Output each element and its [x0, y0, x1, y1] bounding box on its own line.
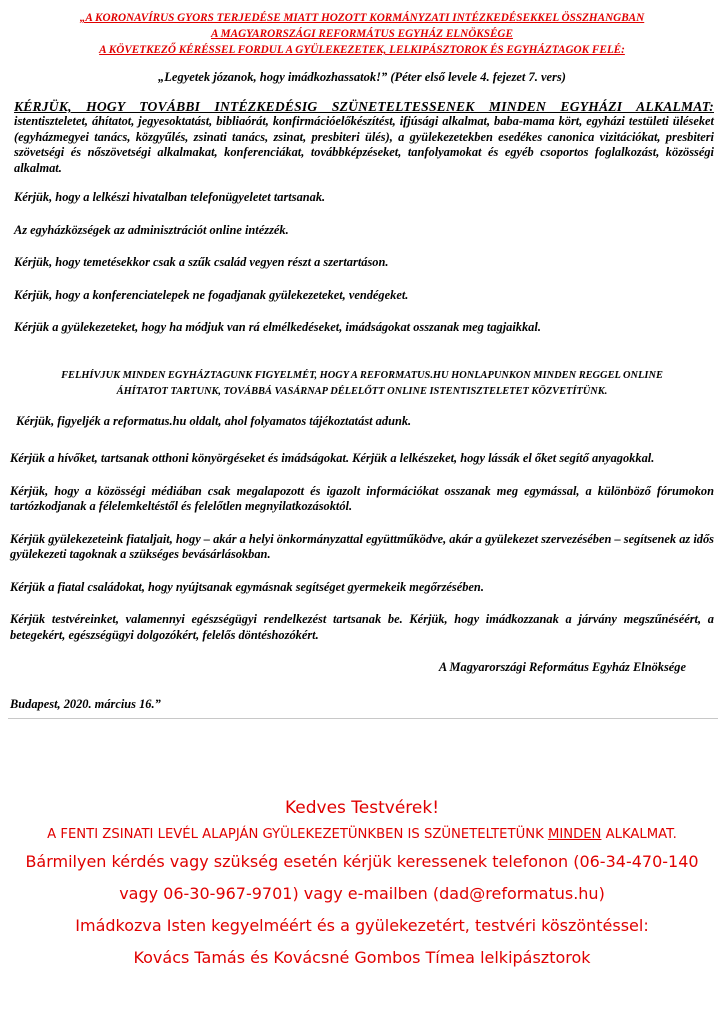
request-item: Kérjük gyülekezeteink fiataljait, hogy – akár a helyi önkormányzattal együttműködve, akár a gyülekezet szervezésében – segítsenek az idős gyülekezeti tagoknak a szükséges bevásárlásokban. [10, 531, 714, 561]
request-item: Az egyházközségek az adminisztrációt online intézzék. [14, 222, 289, 237]
signature: A Magyarországi Református Egyház Elnöksége [438, 660, 686, 674]
request-item: Kérjük a gyülekezeteket, hogy ha módjuk van rá elmélkedéseket, imádságokat osszanak meg tagjaikkal. [14, 320, 541, 334]
request-item: Kérjük a hívőket, tartsanak otthoni könyörgéseket és imádságokat. Kérjük a lelkészeket, hogy lássák el őket segítő anyagokkal. [10, 451, 655, 465]
request-item: Kérjük a fiatal családokat, hogy nyújtsanak egymásnak segítséget gyermekeik megőrzésében. [10, 579, 484, 594]
notice-line-1: FELHÍVJUK MINDEN EGYHÁZTAGUNK FIGYELMÉT, HOGY A REFORMATUS.HU HONLAPUNKON MINDEN REGGEL ONLINE [61, 369, 663, 381]
request-item: Kérjük testvéreinket, valamennyi egészségügyi rendelkezést tartsanak be. Kérjük, hogy imádkozzanak a járvány megszűnéséért, a betegekért, egészségügyi dolgozókért, felelős döntéshozókért. [10, 612, 714, 642]
suspension-text-start: A FENTI ZSINATI LEVÉL ALAPJÁN GYÜLEKEZETÜNKBEN IS SZÜNETELTETÜNK [47, 827, 548, 842]
header-line-1: „A KORONAVÍRUS GYORS TERJEDÉSE MIATT HOZOTT KORMÁNYZATI INTÉZKEDÉSEKKEL ÖSSZHANGBAN [79, 12, 645, 24]
suspension-text-end: ALKALMAT. [601, 827, 677, 842]
contact-line-2: vagy 06-30-967-9701) vagy e-mailben (dad@reformatus.hu) [119, 884, 605, 903]
follow-text: Kérjük, figyeljék a reformatus.hu oldalt, ahol folyamatos tájékoztatást adunk. [16, 413, 412, 428]
notice-line-2: ÁHÍTATOT TARTUNK, TOVÁBBÁ VASÁRNAP DÉLELŐTT ONLINE ISTENTISZTELETET KÖZVETÍTÜNK. [116, 385, 608, 397]
header-line-3: A KÖVETKEZŐ KÉRÉSSEL FORDUL A GYÜLEKEZETEK, LELKIPÁSZTOROK ÉS EGYHÁZTAGOK FELÉ: [99, 44, 625, 56]
date-line: Budapest, 2020. március 16.” [10, 697, 161, 711]
local-congregation-note [0, 798, 724, 968]
bible-quote: „Legyetek józanok, hogy imádkozhassatok!” (Péter első levele 4. fejezet 7. vers) [158, 70, 566, 84]
request-item: Kérjük, hogy a konferenciatelepek ne fogadjanak gyülekezeteket, vendégeket. [14, 287, 409, 302]
online-notice [20, 368, 704, 400]
request-item: Kérjük, hogy a lelkészi hivatalban telefonügyeletet tartsanak. [14, 190, 326, 204]
blessing-line: Imádkozva Isten kegyelméért és a gyülekezetért, testvéri köszöntéssel: [75, 916, 649, 935]
request-item: Kérjük, hogy temetésekkor csak a szűk család vegyen részt a szertartáson. [14, 255, 389, 269]
red-header [0, 10, 724, 58]
header-line-2: A MAGYARORSZÁGI REFORMÁTUS EGYHÁZ ELNÖKSÉGE [211, 28, 513, 40]
suspension-notice [0, 826, 724, 844]
suspension-emphasis: MINDEN [547, 827, 602, 842]
request-item: Kérjük, hogy a közösségi médiában csak megalapozott és igazolt információkat osszanak meg egymással, a különböző fórumokon tartózkodjanak a félelemkeltéstől és felelőtlen megnyilatkozásoktól. [10, 483, 714, 513]
main-heading: KÉRJÜK, HOGY TOVÁBBI INTÉZKEDÉSIG SZÜNETELTESSENEK MINDEN EGYHÁZI ALKALMAT: [14, 99, 714, 114]
contact-line-1: Bármilyen kérdés vagy szükség esetén kérjük keressenek telefonon (06-34-470-140 [25, 852, 699, 871]
events-list: istentiszteletet, áhítatot, jegyesoktatást, bibliaórát, konfirmációelőkészítést, ifjúsági alkalmat, baba-mama kört, egyházi testületi üléseket (egyházmegyei tanács, közgyűlés, zsinati tanács, zsinat, presbiteri ülés), a gyülekezetekben esedékes canonica vizitációkat, presbiteri szövetségi és nőszövetségi alkalmakat, konferenciákat, továbbképzéseket, tanfolyamokat és egyéb csoportos foglalkozást, közösségi alkalmat. [14, 114, 714, 175]
pastors-signature: Kovács Tamás és Kovácsné Gombos Tímea lelkipásztorok [133, 948, 591, 967]
greeting: Kedves Testvérek! [284, 798, 440, 818]
document-page [0, 10, 724, 1034]
divider [8, 718, 718, 719]
